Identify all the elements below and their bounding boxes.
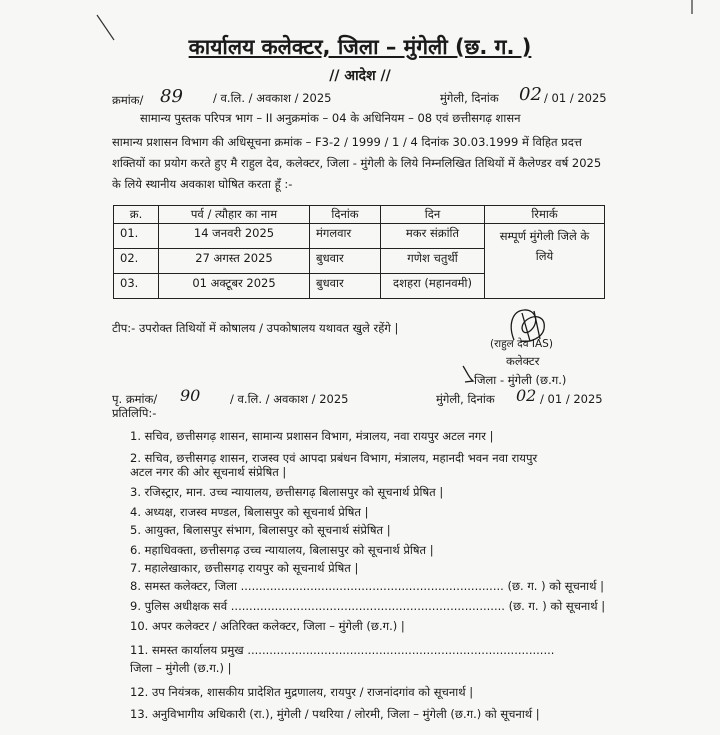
endorsement-kramank-label: पृ. क्रमांक/ xyxy=(112,392,158,406)
cell-date: मंगलवार xyxy=(310,224,381,249)
list-item: 1. सचिव, छत्तीसगढ़ शासन, सामान्य प्रशासन विभाग, मंत्रालय, नवा रायपुर अटल नगर | xyxy=(130,429,494,443)
col-header-remark: रिमार्क xyxy=(485,206,605,224)
list-item: 7. महालेखाकार, छत्तीसगढ़ रायपुर को सूचनार्थ प्रेषित | xyxy=(130,561,359,575)
list-item: अटल नगर की ओर सूचनार्थ संप्रेषित | xyxy=(130,465,287,479)
copy-label: प्रतिलिपि:- xyxy=(112,406,157,420)
col-header-date: दिनांक xyxy=(310,206,381,224)
cell-serial: 01. xyxy=(114,224,159,249)
page-title: कार्यालय कलेक्टर, जिला – मुंगेली (छ. ग. ) xyxy=(188,35,532,59)
order-body: सामान्य प्रशासन विभाग की अधिसूचना क्रमांक – F3-2 / 1999 / 1 / 4 दिनांक 30.03.1999 में विहित प्रदत्त शक्तियों का प्रयोग करते हुए मै राहुल देव, कलेक्टर, जिला - मुंगेली के लिये निम्नलिखित तिथियों में कैलेण्डर वर्ष 2025 के लिये स्थानीय अवकाश घोषित करता हूँ :- xyxy=(112,135,602,191)
cell-festival: 27 अगस्त 2025 xyxy=(159,249,310,274)
endorsement-number-handwritten: 90 xyxy=(180,386,201,405)
table-row xyxy=(114,224,605,249)
list-item: 6. महाधिवक्ता, छत्तीसगढ़ उच्च न्यायालय, बिलासपुर को सूचनार्थ प्रेषित | xyxy=(130,543,434,557)
cell-day: दशहरा (महानवमी) xyxy=(381,274,485,299)
endorsement-date-day-handwritten: 02 xyxy=(516,386,537,405)
place-date-label: मुंगेली, दिनांक xyxy=(440,91,499,105)
endorsement-date-rest: / 01 / 2025 xyxy=(540,392,603,406)
kramank-number-handwritten: 89 xyxy=(160,86,183,107)
list-item: 8. समस्त कलेक्टर, जिला ........................................................................ (छ. ग. ) को सूचनार्थ | xyxy=(130,579,605,593)
endorsement-kramank-suffix: / व.लि. / अवकाश / 2025 xyxy=(230,392,349,406)
list-item: 2. सचिव, छत्तीसगढ़ शासन, राजस्व एवं आपदा प्रबंधन विभाग, मंत्रालय, महानदी भवन नवा रायपुर xyxy=(130,451,538,465)
date-rest: / 01 / 2025 xyxy=(544,91,607,105)
list-item: 10. अपर कलेक्टर / अतिरिक्त कलेक्टर, जिला – मुंगेली (छ.ग.) | xyxy=(130,619,405,633)
cell-serial: 03. xyxy=(114,274,159,299)
signatory-name: (राहुल देव IAS) xyxy=(490,338,553,350)
col-header-day: दिन xyxy=(381,206,485,224)
date-day-handwritten: 02 xyxy=(519,84,542,105)
cell-serial: 02. xyxy=(114,249,159,274)
cell-date: बुधवार xyxy=(310,274,381,299)
cell-date: बुधवार xyxy=(310,249,381,274)
list-item: जिला – मुंगेली (छ.ग.) | xyxy=(130,661,232,675)
cell-festival: 01 अक्टूबर 2025 xyxy=(159,274,310,299)
col-header-festival: पर्व / त्यौहार का नाम xyxy=(159,206,310,224)
cell-day: गणेश चतुर्थी xyxy=(381,249,485,274)
list-item: 3. रजिस्ट्रार, मान. उच्च न्यायालय, छत्तीसगढ़ बिलासपुर को सूचनार्थ प्रेषित | xyxy=(130,485,444,499)
list-item: 12. उप नियंत्रक, शासकीय प्रादेशित मुद्रणालय, रायपुर / राजनांदगांव को सूचनार्थ | xyxy=(130,685,474,699)
list-item: 5. आयुक्त, बिलासपुर संभाग, बिलासपुर को सूचनार्थ संप्रेषित | xyxy=(130,523,391,537)
signatory-designation: कलेक्टर xyxy=(506,354,540,368)
cell-remark: सम्पूर्ण मुंगेली जिले के लिये xyxy=(485,224,605,299)
list-item: 11. समस्त कार्यालय प्रमुख .................................................................................... xyxy=(130,643,555,657)
cell-day: मकर संक्रांति xyxy=(381,224,485,249)
signatory-district: जिला - मुंगेली (छ.ग.) xyxy=(474,373,567,387)
reference-line: सामान्य पुस्तक परिपत्र भाग – II अनुक्रमांक – 04 के अधिनियम – 08 एवं छत्तीसगढ़ शासन xyxy=(140,111,521,125)
cell-festival: 14 जनवरी 2025 xyxy=(159,224,310,249)
endorsement-place-date-label: मुंगेली, दिनांक xyxy=(436,392,495,406)
order-heading: // आदेश // xyxy=(329,68,391,84)
list-item: 9. पुलिस अधीक्षक सर्व ........................................................................... (छ. ग. ) को सूचनार्थ | xyxy=(130,599,606,613)
col-header-serial: क्र. xyxy=(114,206,159,224)
note-text: टीप:- उपरोक्त तिथियों में कोषालय / उपकोषालय यथावत खुले रहेंगे | xyxy=(112,321,399,335)
kramank-label: क्रमांक/ xyxy=(112,93,144,107)
list-item: 13. अनुविभागीय अधिकारी (रा.), मुंगेली / पथरिया / लोरमी, जिला – मुंगेली (छ.ग.) को सूचनार्थ | xyxy=(130,707,540,721)
kramank-suffix: / व.लि. / अवकाश / 2025 xyxy=(213,91,332,105)
list-item: 4. अध्यक्ष, राजस्व मण्डल, बिलासपुर को सूचनार्थ प्रेषित | xyxy=(130,505,369,519)
holiday-table xyxy=(113,205,605,299)
